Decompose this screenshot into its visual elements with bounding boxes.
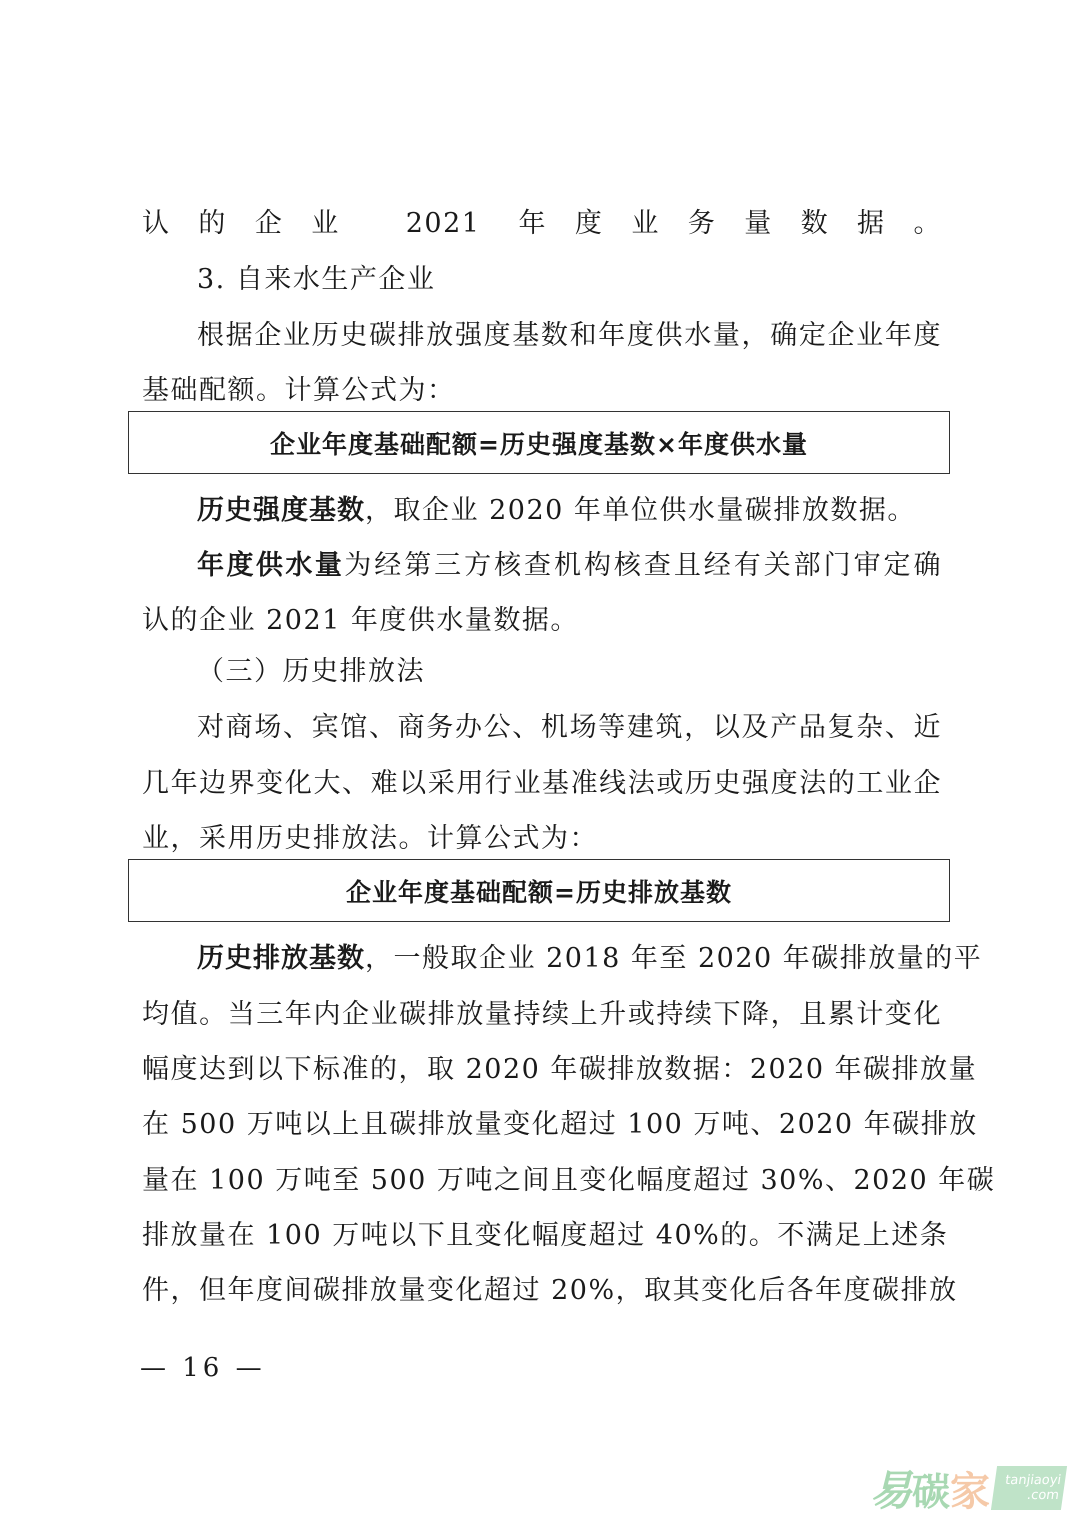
formula-text: 企业年度基础配额=历史强度基数×年度供水量 (270, 429, 808, 459)
paragraph-history-base (197, 941, 983, 977)
subsection-heading: 3. 自来水生产企业 (197, 264, 436, 295)
formula-text: 企业年度基础配额=历史排放基数 (346, 877, 732, 907)
section-heading: （三）历史排放法 (197, 656, 425, 687)
formula-box-history (128, 859, 950, 922)
watermark-logo (870, 1462, 1064, 1514)
text-line: 认的企业 2021 年度供水量数据。 (142, 605, 579, 636)
text-line: 件，但年度间碳排放量变化超过 20%，取其变化后各年度碳排放 (142, 1275, 958, 1306)
text-line: 量在 100 万吨至 500 万吨之间且变化幅度超过 30%、2020 年碳 (142, 1165, 996, 1196)
text-line: 基础配额。计算公式为： (142, 375, 456, 406)
formula-box-intensity (128, 411, 950, 474)
text-line: 业，采用历史排放法。计算公式为： (142, 823, 598, 854)
text-line: 对商场、宾馆、商务办公、机场等建筑，以及产品复杂、近 (197, 712, 942, 743)
watermark-domain-tag (991, 1466, 1067, 1510)
term-bold: 年度供水量 (197, 550, 345, 581)
watermark-domain: tanjiaoyi (1004, 1473, 1063, 1488)
text-line: 几年边界变化大、难以采用行业基准线法或历史强度法的工业企 (142, 768, 942, 799)
text-line: 认的企业 2021 年度业务量数据。 (142, 208, 942, 239)
paragraph-intensity-base (197, 493, 942, 529)
watermark-tld: .com (1026, 1488, 1061, 1503)
term-bold: 历史强度基数 (197, 495, 365, 526)
text-line: 在 500 万吨以上且碳排放量变化超过 100 万吨、2020 年碳排放 (142, 1109, 978, 1140)
watermark-char: 碳 (912, 1469, 951, 1514)
text-line: 根据企业历史碳排放强度基数和年度供水量，确定企业年度 (197, 320, 942, 351)
term-definition: ，取企业 2020 年单位供水量碳排放数据。 (365, 495, 916, 526)
watermark-char: 易 (870, 1466, 913, 1515)
term-definition: 为经第三方核查机构核查且经有关部门审定确 (344, 550, 943, 581)
paragraph-annual-supply (197, 548, 942, 584)
text-line: 排放量在 100 万吨以下且变化幅度超过 40%的。不满足上述条 (142, 1220, 949, 1251)
text-line: 均值。当三年内企业碳排放量持续上升或持续下降，且累计变化 (142, 999, 942, 1030)
text-line: 幅度达到以下标准的，取 2020 年碳排放数据：2020 年碳排放量 (142, 1054, 978, 1085)
term-bold: 历史排放基数 (197, 943, 365, 974)
page-number: — 16 — (140, 1353, 266, 1383)
watermark-char: 家 (950, 1468, 991, 1515)
term-definition: ，一般取企业 2018 年至 2020 年碳排放量的平 (365, 943, 983, 974)
